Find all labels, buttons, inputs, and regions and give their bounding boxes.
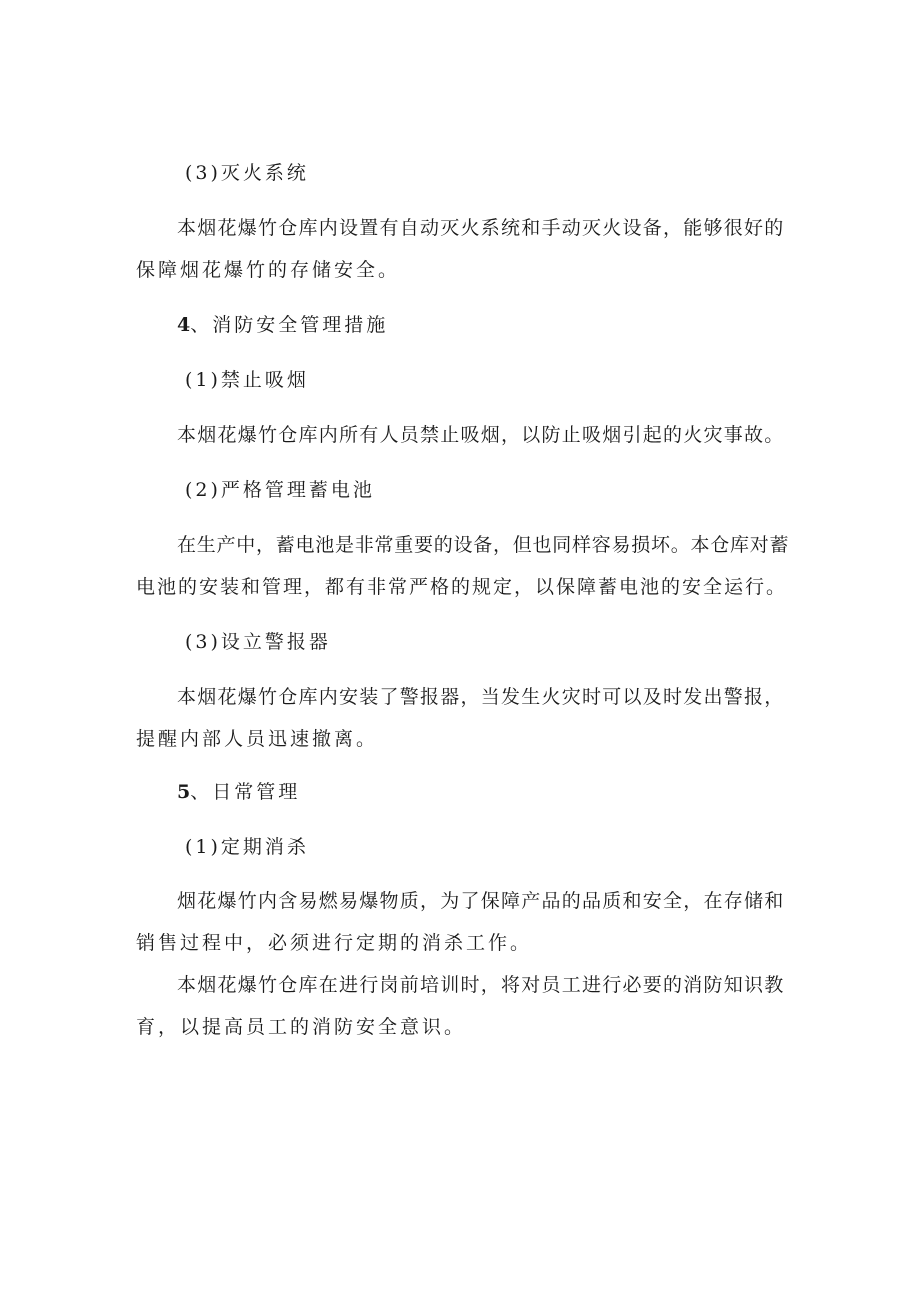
heading-fire-extinguishing-system: (3)灭火系统 <box>185 162 309 184</box>
paragraph-line: 在生产中，蓄电池是非常重要的设备，但也同样容易损坏。本仓库对蓄 <box>177 534 790 556</box>
section-heading-daily-management <box>177 779 300 805</box>
paragraph-line: 本烟花爆竹仓库内安装了警报器，当发生火灾时可以及时发出警报， <box>177 686 785 708</box>
paragraph-line: 电池的安装和管理，都有非常严格的规定，以保障蓄电池的安全运行。 <box>136 576 788 598</box>
paragraph-line: 本烟花爆竹仓库内所有人员禁止吸烟，以防止吸烟引起的火灾事故。 <box>177 424 785 446</box>
heading-no-smoking: (1)禁止吸烟 <box>185 369 309 391</box>
paragraph-line: 销售过程中，必须进行定期的消杀工作。 <box>136 932 533 954</box>
paragraph-line: 本烟花爆竹仓库在进行岗前培训时，将对员工进行必要的消防知识教 <box>177 974 785 996</box>
section-number: 5 <box>177 781 191 803</box>
section-number: 4 <box>177 314 191 336</box>
heading-alarm-setup: (3)设立警报器 <box>185 631 331 653</box>
section-heading-fire-safety-measures <box>177 312 388 338</box>
heading-regular-disinfection: (1)定期消杀 <box>185 836 309 858</box>
section-title: 、消防安全管理措施 <box>190 314 389 336</box>
paragraph-line: 烟花爆竹内含易燃易爆物质，为了保障产品的品质和安全，在存储和 <box>177 890 785 912</box>
paragraph-line: 本烟花爆竹仓库内设置有自动灭火系统和手动灭火设备，能够很好的 <box>177 217 785 239</box>
paragraph-line: 育，以提高员工的消防安全意识。 <box>136 1016 467 1038</box>
section-title: 、日常管理 <box>190 781 301 803</box>
paragraph-line: 保障烟花爆竹的存储安全。 <box>136 259 401 281</box>
paragraph-line: 提醒内部人员迅速撤离。 <box>136 728 379 750</box>
heading-battery-management: (2)严格管理蓄电池 <box>185 479 375 501</box>
